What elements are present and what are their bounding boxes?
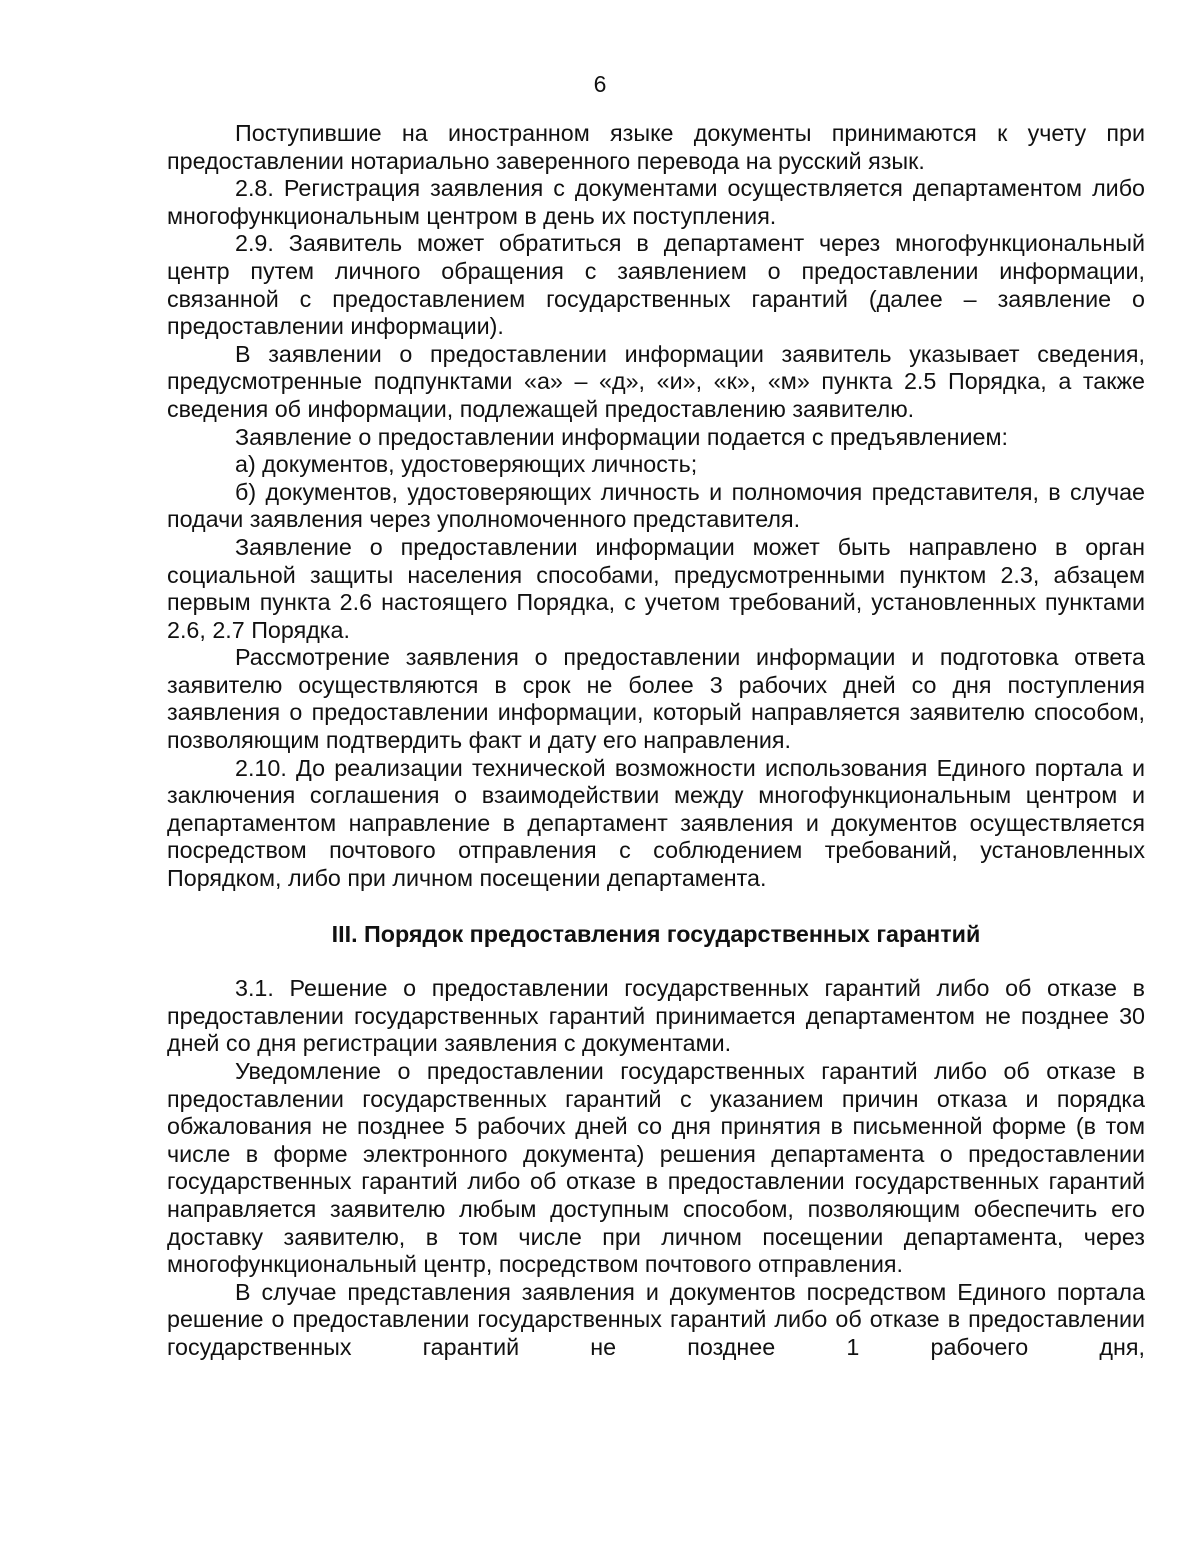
- paragraph: б) документов, удостоверяющих личность и полномочия представителя, в случае подачи заявления через уполномоченного представителя.: [167, 478, 1145, 533]
- paragraph: В случае представления заявления и документов посредством Единого портала решение о предоставлении государственных гарантий либо об отказе в предоставлении государственных гарантий не позднее 1 рабочего дня,: [167, 1278, 1145, 1360]
- paragraph: Поступившие на иностранном языке документы принимаются к учету при предоставлении нотариально заверенного перевода на русский язык.: [167, 120, 1145, 174]
- paragraph: Уведомление о предоставлении государственных гарантий либо об отказе в предоставлении государственных гарантий с указанием причин отказа и порядка обжалования не позднее 5 рабочих дней со дня принятия в письменной форме (в том числе в форме электронного документа) решения департамента о предоставлении государственных гарантий либо об отказе в предоставлении государственных гарантий направляется заявителю любым доступным способом, позволяющим обеспечить его доставку заявителю, в том числе при личном посещении департамента, через многофункциональный центр, посредством почтового отправления.: [167, 1058, 1145, 1278]
- paragraph: Рассмотрение заявления о предоставлении информации и подготовка ответа заявителю осуществляются в срок не более 3 рабочих дней со дня поступления заявления о предоставлении информации, который направляется заявителю способом, позволяющим подтвердить факт и дату его направления.: [167, 644, 1145, 754]
- paragraph: а) документов, удостоверяющих личность;: [235, 451, 698, 478]
- paragraph: Заявление о предоставлении информации подается с предъявлением:: [235, 423, 1008, 450]
- paragraph: 2.9. Заявитель может обратиться в департамент через многофункциональный центр путем личного обращения с заявлением о предоставлении информации, связанной с предоставлением государственных гарантий (далее – заявление о предоставлении информации).: [167, 230, 1145, 340]
- paragraph: 2.10. До реализации технической возможности использования Единого портала и заключения соглашения о взаимодействии между многофункциональным центром и департаментом направление в департамент заявления и документов осуществляется посредством почтового отправления с соблюдением требований, установленных Порядком, либо при личном посещении департамента.: [167, 754, 1145, 892]
- paragraph: В заявлении о предоставлении информации заявитель указывает сведения, предусмотренные подпунктами «а» – «д», «и», «к», «м» пункта 2.5 Порядка, а также сведения об информации, подлежащей предоставлению заявителю.: [167, 340, 1145, 422]
- paragraph: 2.8. Регистрация заявления с документами осуществляется департаментом либо многофункциональным центром в день их поступления.: [167, 175, 1145, 229]
- paragraph: Заявление о предоставлении информации может быть направлено в орган социальной защиты населения способами, предусмотренными пунктом 2.3, абзацем первым пункта 2.6 настоящего Порядка, с учетом требований, установленных пунктами 2.6, 2.7 Порядка.: [167, 533, 1145, 643]
- section-heading: III. Порядок предоставления государственных гарантий: [331, 920, 981, 947]
- page-number: 6: [593, 71, 607, 97]
- paragraph: 3.1. Решение о предоставлении государственных гарантий либо об отказе в предоставлении государственных гарантий принимается департаментом не позднее 30 дней со дня регистрации заявления с документами.: [167, 975, 1145, 1057]
- document-body: [167, 120, 1145, 1362]
